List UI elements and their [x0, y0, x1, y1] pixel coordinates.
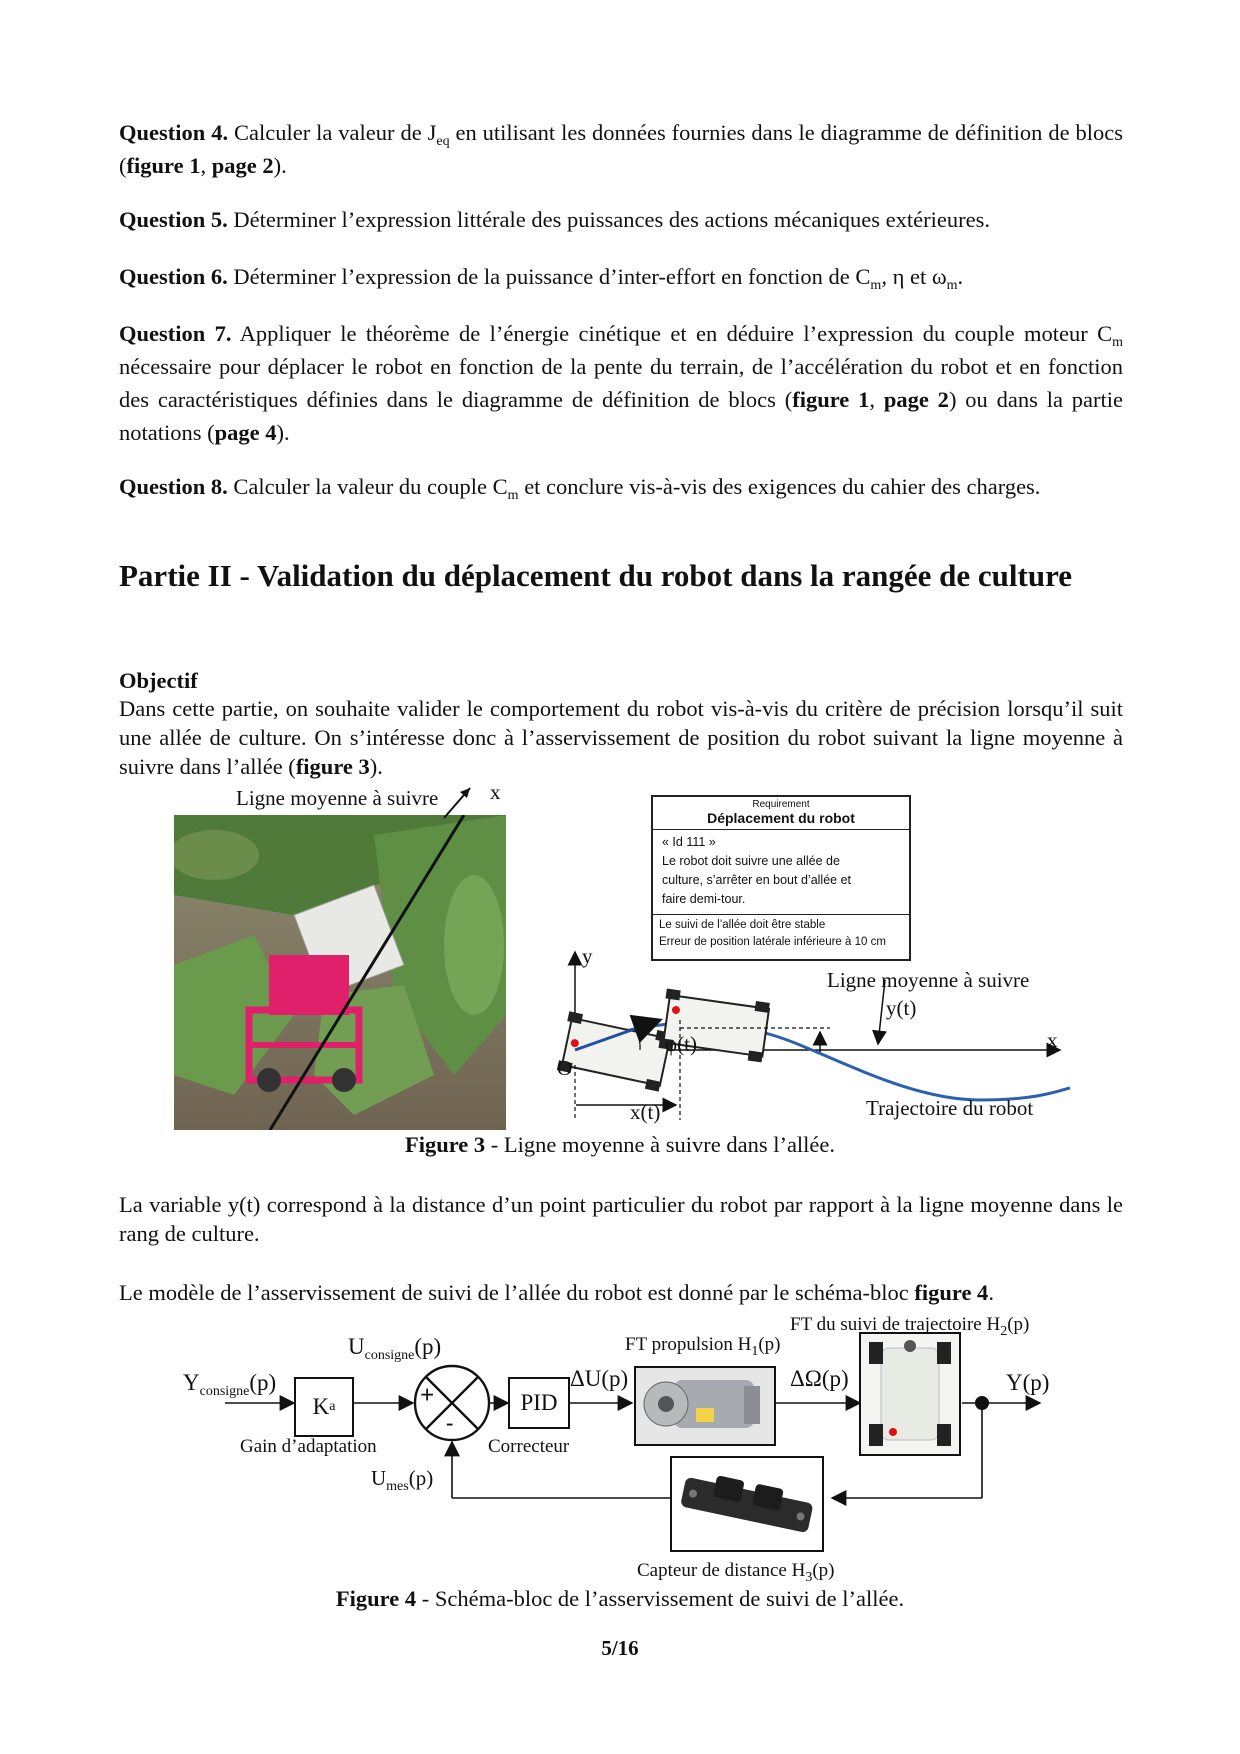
robot-top-view-image: [859, 1332, 961, 1456]
u-consigne-label: $U_{consigne}(p)$: [348, 1334, 442, 1363]
pid-block: PID: [508, 1377, 570, 1429]
propulsion-motor-image: [634, 1366, 776, 1446]
correcteur-label: Correcteur: [488, 1436, 570, 1457]
requirement-text-3: faire demi-tour.: [662, 892, 746, 906]
delta-u-label: ΔU(p): [570, 1366, 629, 1391]
xt-label: x(t): [630, 1100, 661, 1124]
page-number: 5/16: [601, 1636, 639, 1660]
objective-title: Objectif: [119, 668, 198, 693]
gain-label: Gain d’adaptation: [240, 1436, 377, 1457]
question-4: Question 4. Calculer la valeur de $J_{eq}$ en utilisant les données fournies dans le diagramme de définition de blocs (figure 1, page 2).: [119, 120, 1124, 178]
line-label: Ligne moyenne à suivre: [827, 968, 1030, 992]
question-8: Question 8. Calculer la valeur du couple $C_m$ et conclure vis-à-vis des exigences du cahier des charges.: [119, 474, 1041, 503]
axis-x-label: x: [1047, 1028, 1058, 1052]
photo-line-label: Ligne moyenne à suivre: [236, 786, 439, 810]
photo-axis-label: x: [490, 780, 501, 804]
requirement-text-2: culture, s’arrêter en bout d’allée et: [662, 873, 851, 887]
question-5: Question 5. Déterminer l’expression littérale des puissances des actions mécaniques extérieures.: [119, 207, 990, 232]
ft-propulsion-label: FT propulsion $H_1(p)$: [625, 1334, 781, 1359]
sum-plus-sign: +: [420, 1382, 435, 1409]
requirement-title: Déplacement du robot: [707, 810, 855, 826]
part-title: Partie II - Validation du déplacement du robot dans la rangée de culture: [119, 558, 1073, 593]
question-7: Question 7. Appliquer le théorème de l’énergie cinétique et en déduire l’expression du couple moteur $C_m$ nécessaire pour déplacer le robot en fonction de la pente du terrain, de l’accélération du robot et en fonction des caractéristiques définies dans le diagramme de définition de blocs (figure 1, page 2) ou dans la partie notations (page 4).: [119, 321, 1124, 445]
axis-y-label: y: [582, 944, 593, 968]
origin-label: O: [557, 1056, 573, 1080]
u-mes-label: $U_{mes}(p)$: [371, 1466, 434, 1494]
photo-axis-arrow: [440, 782, 480, 822]
y-output-label: Y(p): [1006, 1370, 1050, 1395]
delta-omega-label: ΔΩ(p): [790, 1366, 849, 1391]
capteur-label: Capteur de distance $H_3(p)$: [637, 1560, 835, 1585]
requirement-stereotype: Requirement: [752, 799, 810, 810]
requirement-foot-2: Erreur de position latérale inférieure à 10 cm: [659, 936, 886, 948]
ft-suivi-label: FT du suivi de trajectoire $H_2(p)$: [790, 1314, 1030, 1339]
requirement-foot-1: Le suivi de l’allée doit être stable: [659, 919, 826, 931]
trajectory-label: Trajectoire du robot: [866, 1096, 1034, 1120]
requirement-text-1: Le robot doit suivre une allée de: [662, 854, 840, 868]
requirement-id: « Id 111 »: [662, 835, 716, 849]
paragraph-model: Le modèle de l’asservissement de suivi de l’allée du robot est donné par le schéma-bloc figure 4.: [119, 1280, 994, 1305]
gain-block: K a: [294, 1377, 354, 1437]
figure4-caption: Figure 4 - Schéma-bloc de l’asservissement de suivi de l’allée.: [335, 1586, 905, 1611]
distance-sensor-image: [670, 1456, 824, 1552]
requirement-box: [651, 795, 911, 961]
field-robot-photo: [174, 815, 506, 1130]
y-consigne-label: $Y_{consigne}(p)$: [183, 1370, 277, 1399]
question-6: Question 6. Déterminer l’expression de la puissance d’inter-effort en fonction de $C_m$, η et $\omega_m$.: [119, 264, 964, 293]
yt-label: y(t): [886, 996, 917, 1020]
phi-label: φ(t): [665, 1032, 697, 1056]
objective-text: Dans cette partie, on souhaite valider le comportement du robot vis-à-vis du critère de précision lorsqu’il suit une allée de culture. On s’intéresse donc à l’asservissement de position du robot suivant la ligne moyenne à suivre dans l’allée (figure 3).: [119, 696, 1123, 779]
sum-minus-sign: -: [446, 1410, 454, 1435]
paragraph-yt: La variable y(t) correspond à la distance d’un point particulier du robot par rapport à la ligne moyenne dans le rang de culture.: [119, 1192, 1123, 1246]
figure3-caption: Figure 3 - Ligne moyenne à suivre dans l’allée.: [404, 1132, 836, 1157]
